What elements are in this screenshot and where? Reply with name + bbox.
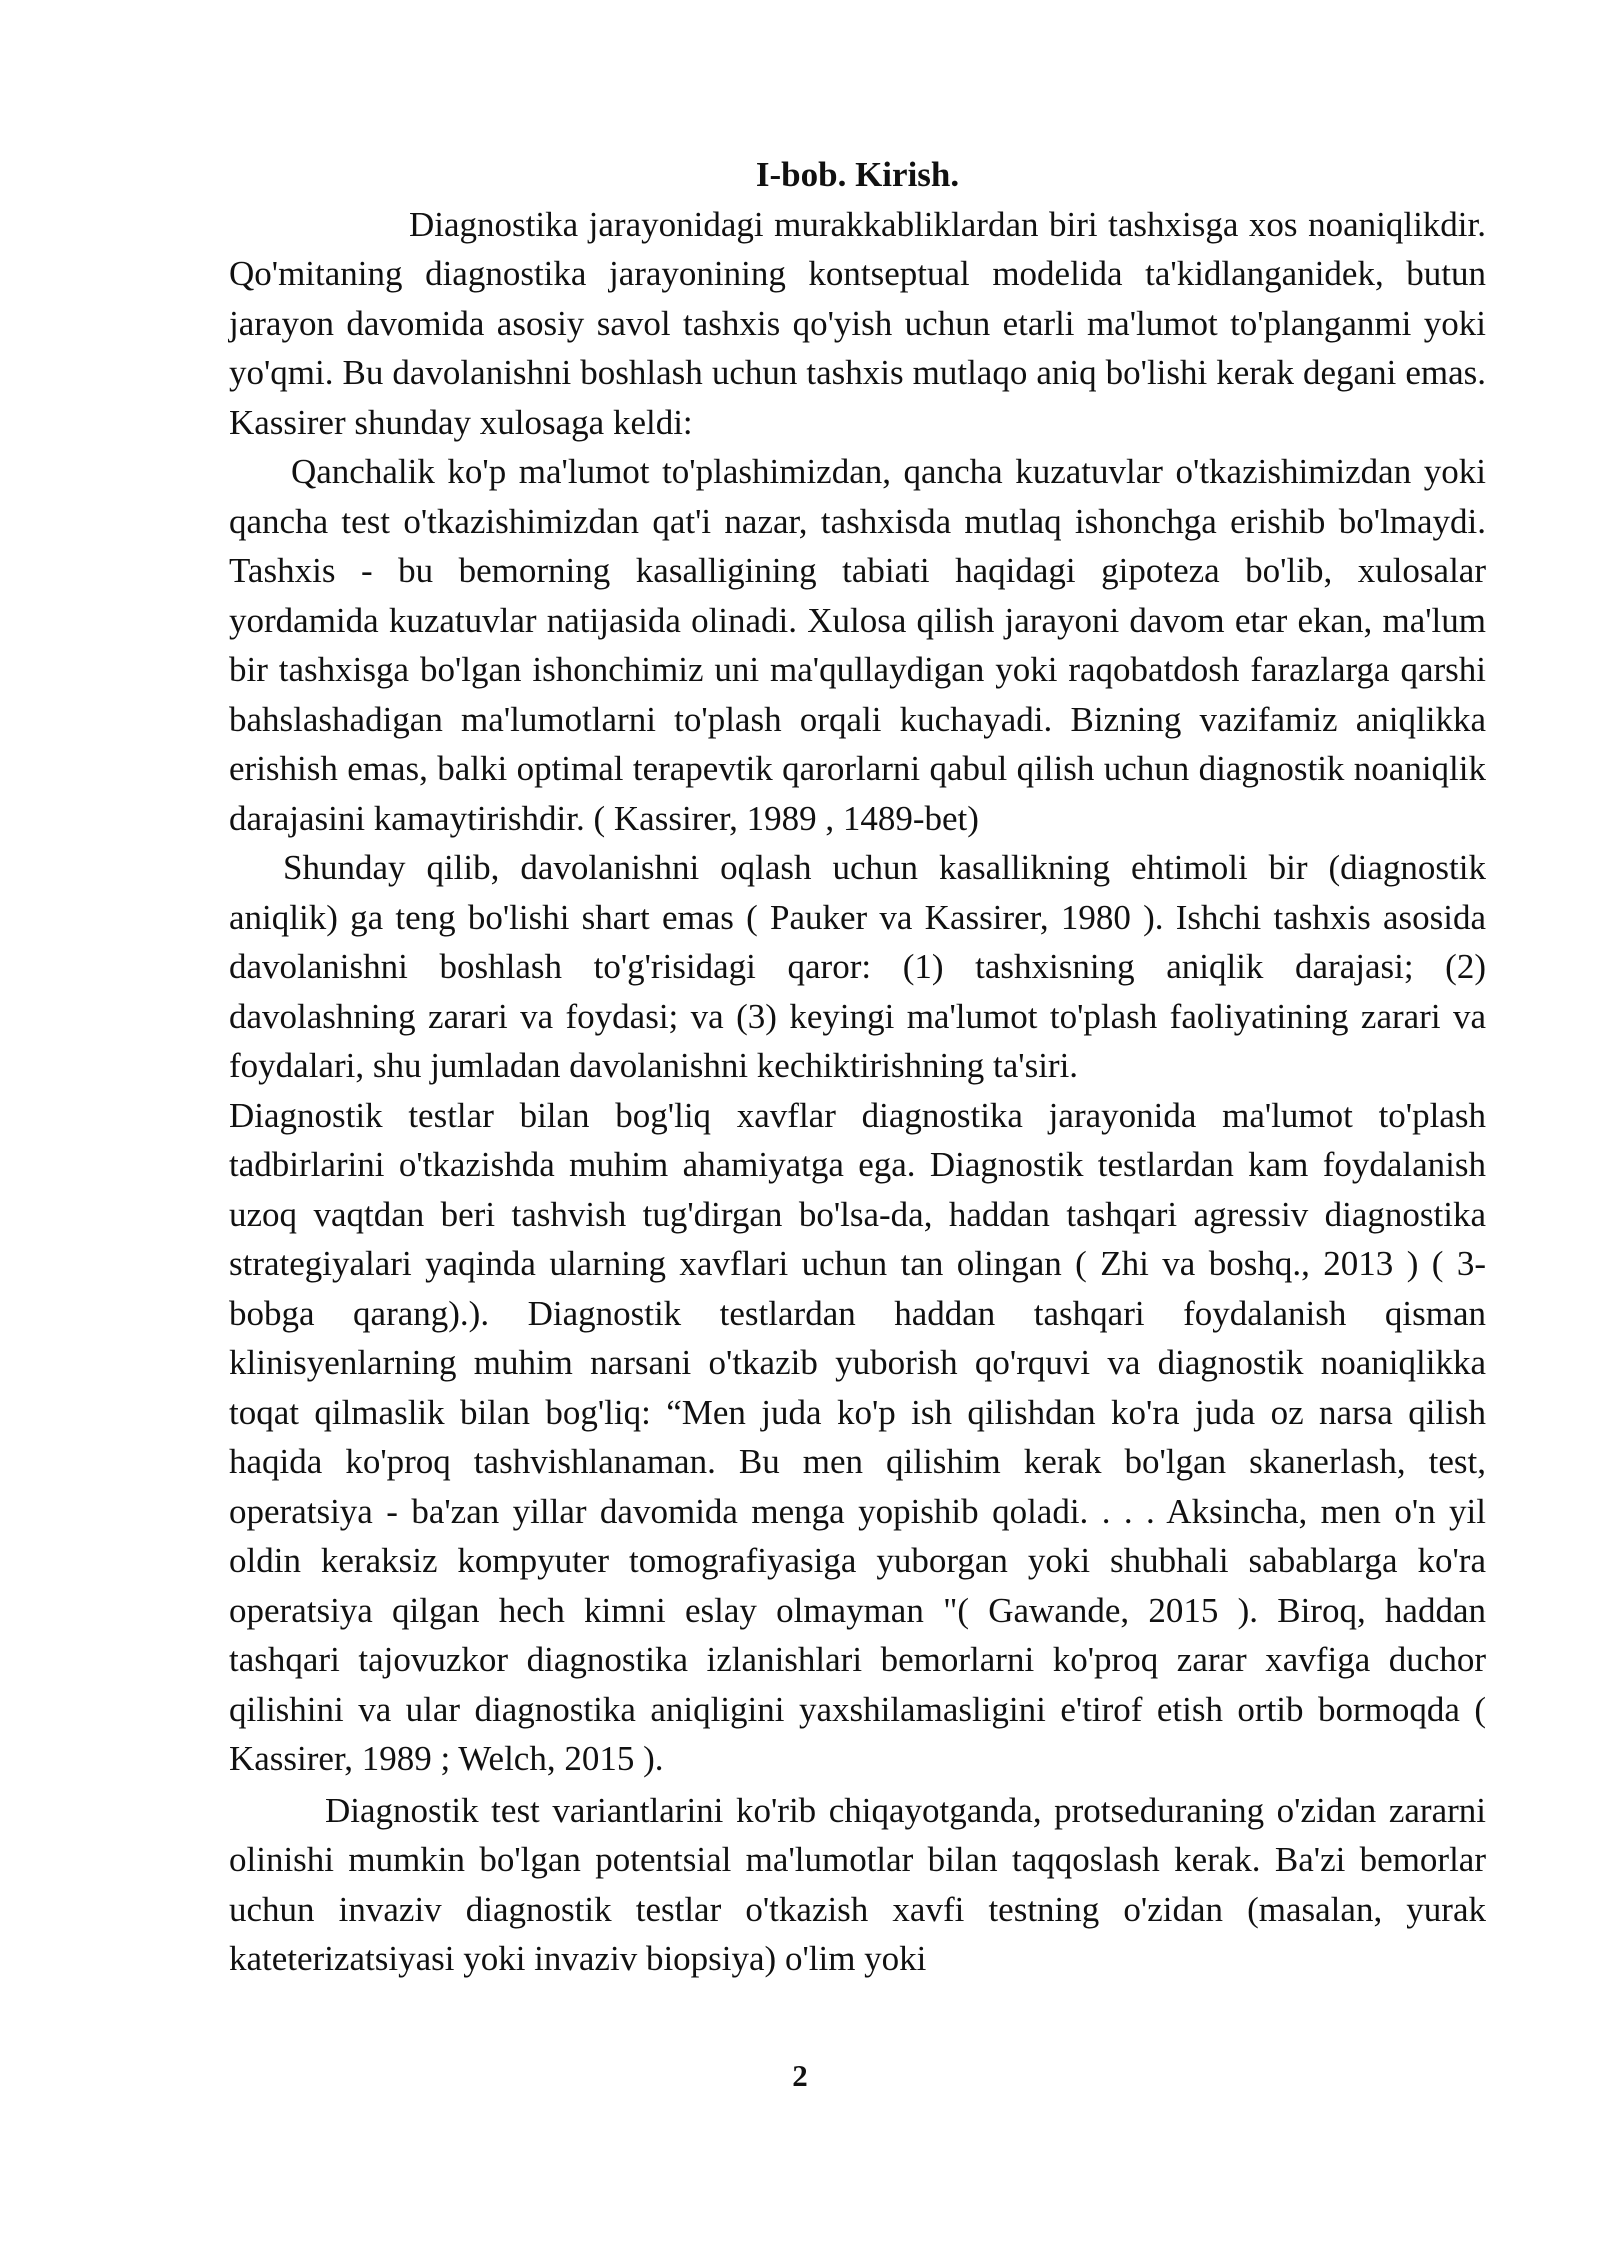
page-body [229,150,1486,1984]
chapter-heading: I-bob. Kirish. [755,155,960,194]
paragraph-quote: Qanchalik ko'p ma'lumot to'plashimizdan, qancha kuzatuvlar o'tkazishimizdan yoki qancha test o'tkazishimizdan qat'i nazar, tashxisda mutlaq ishonchga erishib bo'lmaydi. Tashxis - bu bemorning kasalligining tabiati haqidagi gipoteza bo'lib, xulosalar yordamida kuzatuvlar natijasida olinadi. Xulosa qilish jarayoni davom etar ekan, ma'lum bir tashxisga bo'lgan ishonchimiz uni ma'qullaydigan yoki raqobatdosh farazlarga qarshi bahslashadigan ma'lumotlarni to'plash orqali kuchayadi. Bizning vazifamiz aniqlikka erishish emas, balki optimal terapevtik qarorlarni qabul qilish uchun diagnostik noaniqlik darajasini kamaytirishdir. ( Kassirer, 1989 , 1489-bet) [229,452,1486,838]
page-number: 2 [792,2058,808,2093]
paragraph-treatment: Shunday qilib, davolanishni oqlash uchun kasallikning ehtimoli bir (diagnostik aniqlik) ga teng bo'lishi shart emas ( Pauker va Kassirer, 1980 ). Ishchi tashxis asosida davolanishni boshlash to'g'risidagi qaror: (1) tashxisning aniqlik darajasi; (2) davolashning zarari va foydasi; va (3) keyingi ma'lumot to'plash faoliyatining zarari va foydalari, shu jumladan davolanishni kechiktirishning ta'siri. [229,848,1486,1085]
paragraph-test-options: Diagnostik test variantlarini ko'rib chiqayotganda, protseduraning o'zidan zararni olinishi mumkin bo'lgan potentsial ma'lumotlar bilan taqqoslash kerak. Ba'zi bemorlar uchun invaziv diagnostik testlar o'tkazish xavfi testning o'zidan (masalan, yurak kateterizatsiyasi yoki invaziv biopsiya) o'lim yoki [229,1790,1486,1978]
paragraph-intro: Diagnostika jarayonidagi murakkabliklardan biri tashxisga xos noaniqlikdir. Qo'mitaning diagnostika jarayonining kontseptual modelida ta'kidlanganidek, butun jarayon davomida asosiy savol tashxis qo'yish uchun etarli ma'lumot to'planganmi yoki yo'qmi. Bu davolanishni boshlash uchun tashxis mutlaqo aniq bo'lishi kerak degani emas. Kassirer shunday xulosaga keldi: [229,204,1486,442]
paragraph-risks: Diagnostik testlar bilan bog'liq xavflar diagnostika jarayonida ma'lumot to'plash tadbirlarini o'tkazishda muhim ahamiyatga ega. Diagnostik testlardan kam foydalanish uzoq vaqtdan beri tashvish tug'dirgan bo'lsa-da, haddan tashqari agressiv diagnostika strategiyalari yaqinda ularning xavflari uchun tan olingan ( Zhi va boshq., 2013 ) ( 3-bobga qarang).). Diagnostik testlardan haddan tashqari foydalanish qisman klinisyenlarning muhim narsani o'tkazib yuborish qo'rquvi va diagnostik noaniqlikka toqat qilmaslik bilan bog'liq: “Men juda ko'p ish qilishdan ko'ra juda oz narsa qilish haqida ko'proq tashvishlanaman. Bu men qilishim kerak bo'lgan skanerlash, test, operatsiya - ba'zan yillar davomida menga yopishib qoladi. . . . Aksincha, men o'n yil oldin keraksiz kompyuter tomografiyasiga yuborgan yoki shubhali sabablarga ko'ra operatsiya qilgan hech kimni eslay olmayman "( Gawande, 2015 ). Biroq, haddan tashqari tajovuzkor diagnostika izlanishlari bemorlarni ko'proq zarar xavfiga duchor qilishini va ular diagnostika aniqligini yaxshilamasligini e'tirof etish ortib bormoqda ( Kassirer, 1989 ; Welch, 2015 ). [229,1095,1486,1778]
